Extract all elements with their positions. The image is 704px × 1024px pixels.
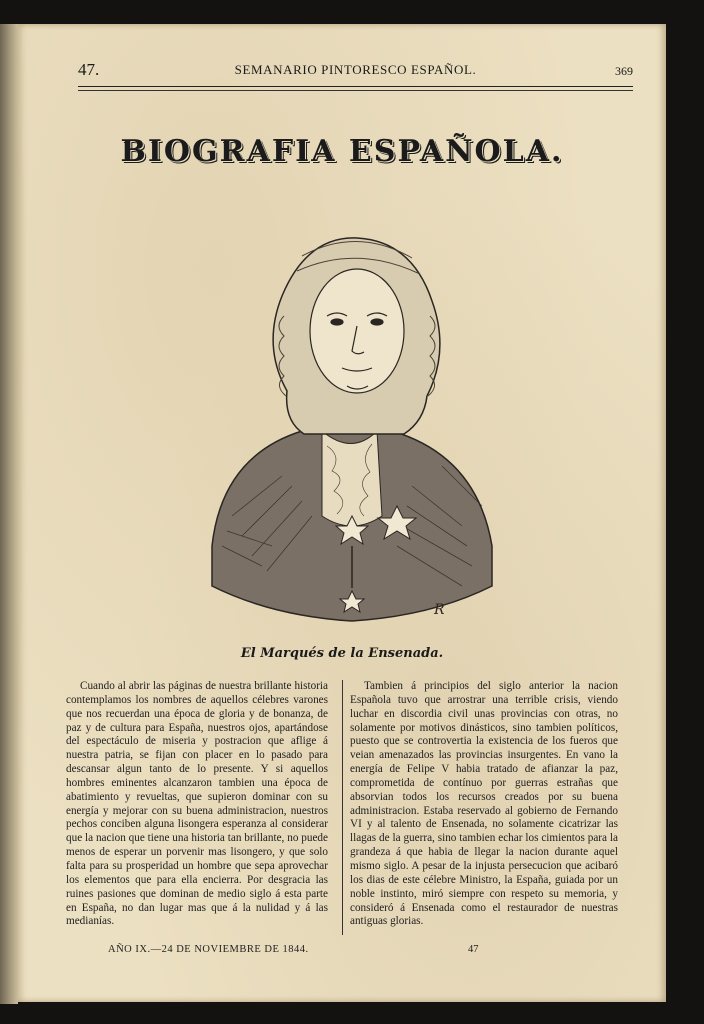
- page-number: 369: [615, 64, 633, 78]
- article-title: BIOGRAFIA ESPAÑOLA.: [120, 134, 564, 169]
- engraver-monogram: R: [434, 602, 445, 618]
- newspaper-page: [18, 24, 666, 1002]
- header-double-rule: [78, 90, 633, 91]
- article-column-left: Cuando al abrir las páginas de nuestra brillante historia contemplamos los nombres de aquellos célebres varones que nos recuerdan una época de gloria y de bonanza, de paz y de cultura para España, nuestros ojos, apartándose del espectáculo de miseria y postracion que aflige á nuestra patria, se fijan con placer en lo pasado para descansar algun tanto de lo presente. Y si aquellos hombres eminentes alcanzaron tambien una época de abatimiento y revueltas, que supieron dominar con su energía y mejorar con su buena administracion, nuestros pechos conciben alguna lisongera esperanza al considerar que la nacion que tiene una historia tan brillante, no puede menos de esperar un porvenir mas lisongero, y que solo falta para su prosperidad un hombre que sepa aprovechar los elementos que para ella encierra. Por desgracia las ruines pasiones que dominan de medio siglo á esta parte en España, no dan lugar mas que á la nulidad y á las medianías.: [66, 680, 328, 928]
- portrait-face: [310, 269, 404, 393]
- page-header: [78, 60, 633, 87]
- portrait-lace-jabot: [322, 431, 382, 526]
- portrait-engraving: [192, 216, 504, 626]
- article-column-right: Tambien á principios del siglo anterior la nacion Española tuvo que arrostrar una terrible crisis, viendo luchar en discordia civil unas provincias con otras, no solamente por motivos dinásticos, sino tambien políticos, puesto que se controvertia la existencia de los fueros que veian amenazados las provincias insurgentes. En vano la energía de Felipe V habia tratado de afianzar la paz, comprometida de contínuo por guerras estrañas que absorvian todos los recursos creados por su buena administracion. Estaba reservado al gobierno de Fernando VI y al talento de Ensenada, no solamente cicatrizar las llagas de la guerra, sino tambien echar los cimientos para la grandeza á que habia de llegar la nacion durante aquel mismo siglo. A pesar de la injusta persecucion que acibaró los dias de este célebre Ministro, la España, guiada por un noble instinto, miró siempre con respeto su memoria, y consideró á Ensenada como el restaurador de nuestras antiguas glorias.: [350, 680, 618, 928]
- footer-date: AÑO IX.—24 DE NOVIEMBRE DE 1844.: [108, 944, 309, 955]
- portrait-caption: El Marqués de la Ensenada.: [240, 646, 444, 661]
- footer-sheet-number: 47: [468, 944, 479, 955]
- column-divider: [342, 680, 343, 935]
- previous-page-edge: [0, 24, 18, 1004]
- issue-number: 47.: [78, 60, 100, 79]
- publication-title: SEMANARIO PINTORESCO ESPAÑOL.: [234, 62, 477, 77]
